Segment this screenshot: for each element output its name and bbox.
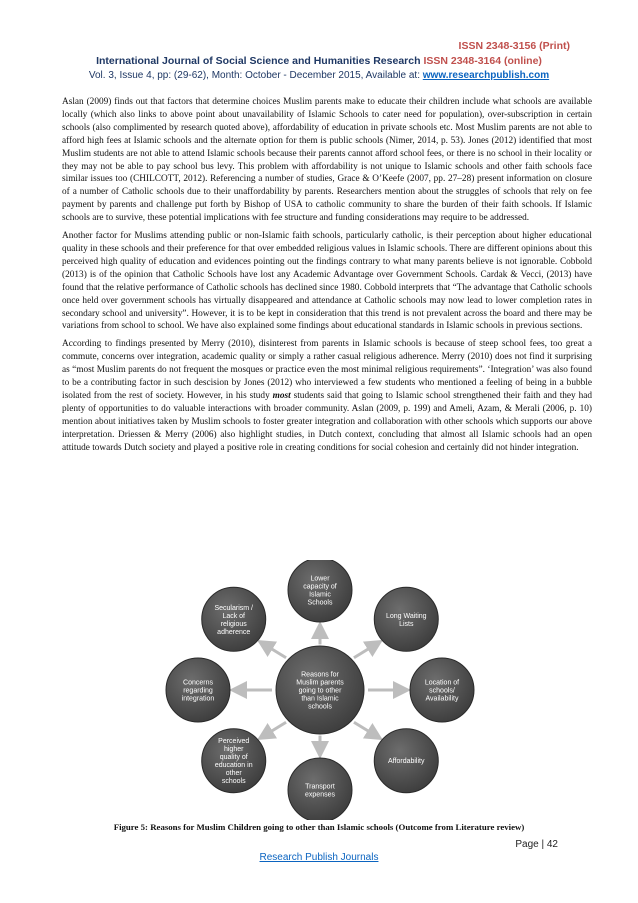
paragraph-2: Another factor for Muslims attending public or non-Islamic faith schools, particularly catholic, is their perception about higher educational quality in these schools and their preference for that over embedded religious values in Islamic schools. There are different opinions about this perceived high quality of education and evidences pointing out the findings contrary to what many parents believe is not ignorable. Cobbold (2013) is of the opinion that Catholic Schools have lost any Academic Advantage over Government Schools. Cardak & Vecci, (2013) have found that the relative performance of Catholic schools has declined since 1980. Cobbold interprets that “The advantage that Catholic schools once held over government schools has virtually disappeared and attendance at Catholic schools may now lead to lower completion rates in secondary school and university”. However, it is to be kept in consideration that this trend is not prevalent across the board and there may be variations from school to school. We have also explained some findings about educational standards in Islamic schools in previous sections. — [62, 231, 592, 332]
issn-print: ISSN 2348-3156 (Print) — [458, 40, 570, 52]
integration-node-label: Concerns regarding integration — [181, 679, 215, 703]
volume-line — [0, 70, 638, 81]
location-node — [410, 658, 474, 722]
affordability-node-label: Affordability — [388, 758, 425, 766]
location-node-label: Location of schools/ Availability — [424, 679, 460, 703]
affordability-node — [374, 729, 438, 793]
transport-node — [288, 758, 352, 820]
arrow-perceived-quality-node — [265, 722, 286, 735]
arrow-affordability-node — [354, 722, 375, 735]
lower-capacity-node — [288, 560, 352, 622]
center-node-label: Reasons for Muslim parents going to other than Islamic schools — [296, 671, 344, 711]
paragraph-1: Aslan (2009) finds out that factors that determine choices Muslim parents make to educate their children include what schools are available locally (which also links to above point about unavailability of Islamic Schools to cater need for population), over-subscription in certain schools (also complimented by research quoted above), affordability of education in private schools etc. Most Muslim parents are not able to afford high fees at Islamic schools and the alternate option for them is public schools (Nimer, 2014, p. 53). Jones (2012) identified that most Muslim students are not able to attend Islamic schools because their parents cannot afford school fees, or there is no school in their locality or they may not be able to pay school bus levy. This problem with affordability is not unique to Islamic schools and other faith schools face similar issues too (CHILCOTT, 2012). Referencing a number of studies, Grace & O’Keefe (2007, pp. 27–28) present information on closure of a number of Catholic schools due to their unaffordability by parents. Researchers mention about the struggles of schools that rely on fee payment by parents and challenge put forth by Bishop of USA to catholic community to share the burden of their faith schools. If Islamic schools are to survive, these potential implications with fee structure and funding considerations may require to be addressed. — [62, 97, 592, 224]
article-body — [62, 96, 592, 459]
arrow-long-waiting-lists-node — [354, 645, 375, 658]
long-waiting-lists-node — [374, 587, 438, 651]
reasons-diagram — [150, 560, 490, 820]
transport-node-label: Transport expenses — [305, 783, 335, 799]
journal-title: International Journal of Social Science and Humanities Research — [96, 55, 421, 67]
arrow-secularism-node — [265, 645, 286, 658]
volume-info: Vol. 3, Issue 4, pp: (29-62), Month: October - December 2015, Available at: — [88, 70, 420, 81]
issn-online: ISSN 2348-3164 (online) — [423, 55, 542, 67]
integration-node — [166, 658, 230, 722]
center-node — [276, 646, 364, 734]
paragraph-3-part-1: According to findings presented by Merry (2010), disinterest from parents in Islamic schools is because of steep school fees, too great a commute, concerns over integration, academic quality or simply a rather casual religious adherence. Merry (2010) does not find it surprising as “most Muslim parents do not frequent the mosques or practice even the most minimal religious requirements”. ‘Integration’ was also found to be a contributing factor in such descision by Jones (2012) who interviewed a few students who mentioned a feeling of being in a bubble isolated from the rest of society. However, in his study — [62, 339, 592, 401]
publisher-link[interactable]: Research Publish Journals — [259, 852, 379, 863]
page-number: Page | 42 — [515, 839, 558, 850]
lower-capacity-node-label: Lower capacity of Islamic Schools — [303, 575, 337, 607]
secularism-node-label: Secularism / Lack of religious adherence — [214, 604, 253, 636]
journal-header — [0, 55, 638, 67]
paragraph-3-part-2: students said that going to Islamic school strengthened their faith and they had plenty of opportunities to do valuable interactions with broader community. Aslan (2009, p. 199) and Ameli, Azam, & Merali (2006, p. 10) mention about initiatives taken by Muslim schools to foster greater integration and collaboration with other schools which supports our above interpretation. Driessen & Merry (2006) also highlight studies, in Dutch context, concluding that almost all Islamic schools had an open attitude towards Dutch society and played a positive role in creating conditions for social cohesion and certainly did not hinder integration. — [62, 390, 593, 453]
secularism-node — [202, 587, 266, 651]
website-link[interactable]: www.researchpublish.com — [422, 70, 550, 81]
perceived-quality-node-label: Perceived higher quality of education in other schools — [214, 738, 253, 786]
emphasis-most: most — [272, 390, 291, 401]
figure-caption: Figure 5: Reasons for Muslim Children going to other than Islamic schools (Outcome from Literature review) — [113, 822, 525, 832]
paragraph-3 — [62, 338, 592, 454]
perceived-quality-node — [202, 729, 266, 793]
long-waiting-lists-node-label: Long Waiting Lists — [385, 612, 427, 628]
